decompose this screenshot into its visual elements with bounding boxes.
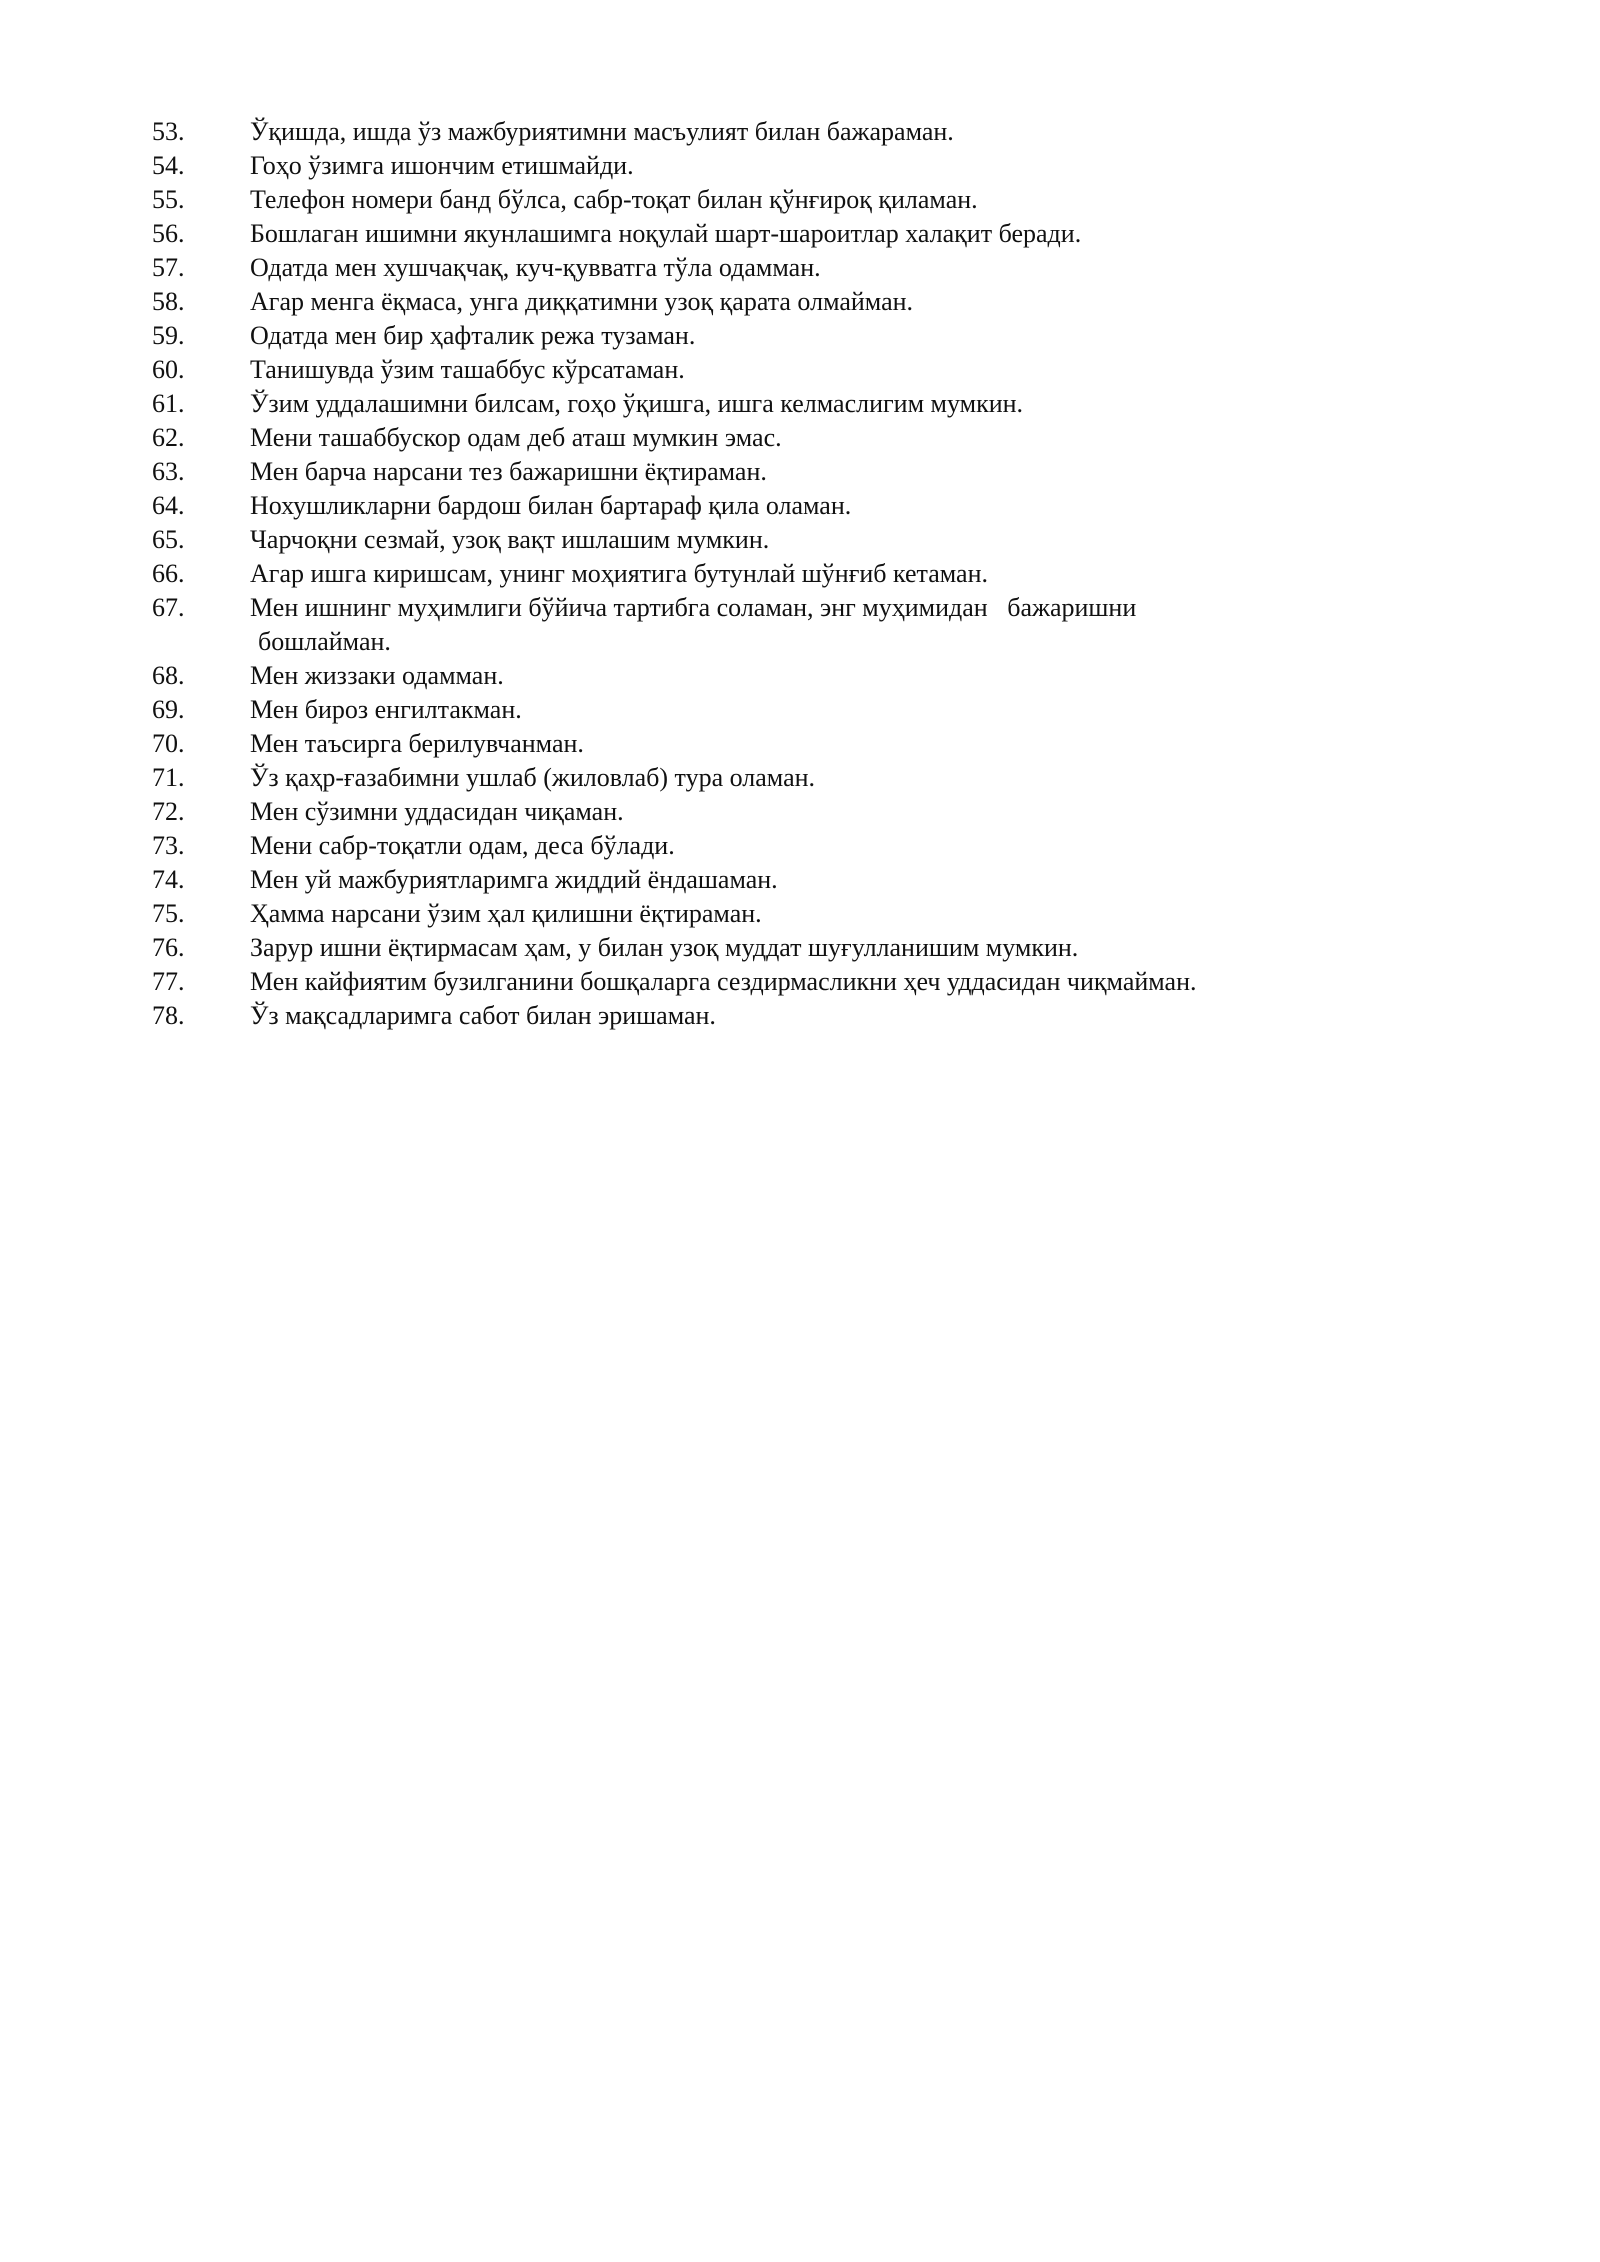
item-number: 77.	[152, 967, 185, 996]
item-number: 75.	[152, 899, 185, 928]
item-number: 68.	[152, 661, 185, 690]
item-text: Ўқишда, ишда ўз мажбуриятимни масъулият билан бажараман.	[250, 117, 954, 146]
item-number: 55.	[152, 185, 185, 214]
item-number: 66.	[152, 559, 185, 588]
item-number: 60.	[152, 355, 185, 384]
list-item	[152, 489, 1452, 523]
list-item	[152, 829, 1452, 863]
list-item	[152, 319, 1452, 353]
item-text: Мен сўзимни уддасидан чиқаман.	[250, 797, 624, 826]
item-number: 64.	[152, 491, 185, 520]
list-item	[152, 387, 1452, 421]
item-number: 54.	[152, 151, 185, 180]
item-number: 61.	[152, 389, 185, 418]
item-number: 76.	[152, 933, 185, 962]
item-text: Ўз мақсадларимга сабот билан эришаман.	[250, 1001, 716, 1030]
list-item	[152, 115, 1452, 149]
item-text: Мен бироз енгилтакман.	[250, 695, 522, 724]
item-text: Ҳамма нарсани ўзим ҳал қилишни ёқтираман.	[250, 899, 762, 928]
item-text: Гоҳо ўзимга ишончим етишмайди.	[250, 151, 634, 180]
item-text: Ўз қаҳр-ғазабимни ушлаб (жиловлаб) тура оламан.	[250, 763, 816, 792]
item-number: 53.	[152, 117, 185, 146]
item-text: Мен кайфиятим бузилганини бошқаларга сездирмасликни ҳеч уддасидан чиқмайман.	[250, 967, 1197, 996]
item-number: 73.	[152, 831, 185, 860]
item-text-continuation: бошлайман.	[258, 627, 391, 656]
item-number: 72.	[152, 797, 185, 826]
item-text: Мен барча нарсани тез бажаришни ёқтираман.	[250, 457, 767, 486]
item-number: 65.	[152, 525, 185, 554]
list-item	[152, 591, 1452, 659]
list-item	[152, 931, 1452, 965]
item-text: Мени сабр-тоқатли одам, деса бўлади.	[250, 831, 675, 860]
item-text: Телефон номери банд бўлса, сабр-тоқат билан қўнғироқ қиламан.	[250, 185, 978, 214]
list-item	[152, 353, 1452, 387]
item-text: Ўзим уддалашимни билсам, гоҳо ўқишга, ишга келмаслигим мумкин.	[250, 389, 1024, 418]
list-item	[152, 251, 1452, 285]
item-number: 63.	[152, 457, 185, 486]
list-item	[152, 897, 1452, 931]
item-number: 74.	[152, 865, 185, 894]
item-text: Агар ишга киришсам, унинг моҳиятига бутунлай шўнғиб кетаман.	[250, 559, 988, 588]
item-text: Зарур ишни ёқтирмасам ҳам, у билан узоқ муддат шуғулланишим мумкин.	[250, 933, 1079, 962]
item-number: 57.	[152, 253, 185, 282]
list-item	[152, 863, 1452, 897]
list-item	[152, 557, 1452, 591]
list-item	[152, 761, 1452, 795]
item-text: Нохушликларни бардош билан бартараф қила оламан.	[250, 491, 852, 520]
list-item	[152, 421, 1452, 455]
item-number: 78.	[152, 1001, 185, 1030]
item-text: Агар менга ёқмаса, унга диққатимни узоқ қарата олмайман.	[250, 287, 914, 316]
item-text: Одатда мен бир ҳафталик режа тузаман.	[250, 321, 696, 350]
list-item	[152, 659, 1452, 693]
item-number: 70.	[152, 729, 185, 758]
list-item	[152, 693, 1452, 727]
list-item	[152, 727, 1452, 761]
item-text: Мен уй мажбуриятларимга жиддий ёндашаман.	[250, 865, 778, 894]
list-item	[152, 149, 1452, 183]
item-text: Танишувда ўзим ташаббус кўрсатаман.	[250, 355, 685, 384]
list-item	[152, 965, 1452, 999]
list-item	[152, 999, 1452, 1033]
list-item	[152, 285, 1452, 319]
item-number: 62.	[152, 423, 185, 452]
list-item	[152, 795, 1452, 829]
item-number: 56.	[152, 219, 185, 248]
item-text: Мени ташаббускор одам деб аташ мумкин эмас.	[250, 423, 782, 452]
item-number: 71.	[152, 763, 185, 792]
list-item	[152, 183, 1452, 217]
item-text: Чарчоқни сезмай, узоқ вақт ишлашим мумкин.	[250, 525, 770, 554]
list-item	[152, 455, 1452, 489]
list-item	[152, 217, 1452, 251]
questionnaire-list	[152, 115, 1452, 1033]
item-number: 58.	[152, 287, 185, 316]
item-text: Мен жиззаки одамман.	[250, 661, 504, 690]
item-text: Одатда мен хушчақчақ, куч-қувватга тўла одамман.	[250, 253, 821, 282]
item-number: 59.	[152, 321, 185, 350]
item-number: 69.	[152, 695, 185, 724]
item-text: Бошлаган ишимни якунлашимга ноқулай шарт-шароитлар халақит беради.	[250, 219, 1082, 248]
list-item	[152, 523, 1452, 557]
item-text-wrapped	[250, 591, 1410, 659]
item-text: Мен таъсирга берилувчанман.	[250, 729, 584, 758]
item-text: Мен ишнинг муҳимлиги бўйича тартибга соламан, энг муҳимидан бажаришни	[250, 593, 1137, 622]
item-number: 67.	[152, 593, 185, 622]
